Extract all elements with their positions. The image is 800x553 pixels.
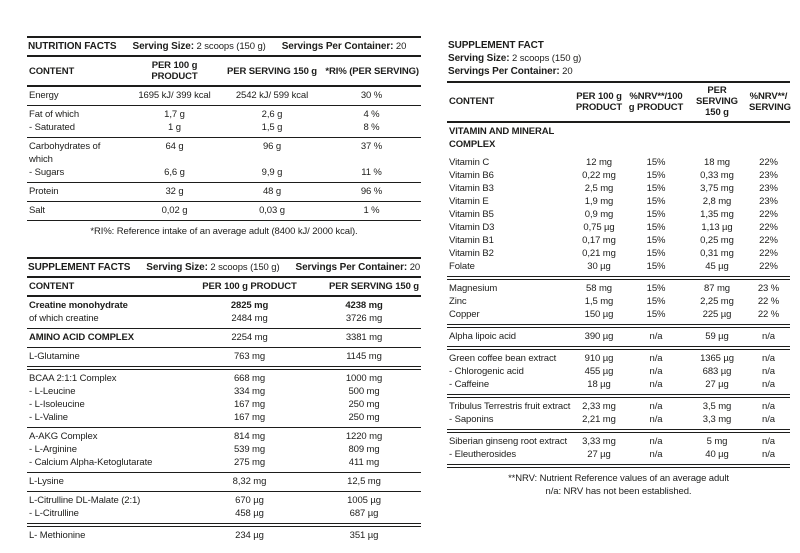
ingredient-name: Vitamin B2 <box>449 248 494 259</box>
table-group <box>27 370 421 428</box>
nutrition-facts-table <box>27 36 421 240</box>
nrv-footnote <box>447 468 790 500</box>
ingredient-value: 0,22 mg <box>582 170 616 181</box>
serving-size-label: Serving Size: <box>448 53 510 64</box>
ingredient-value: 167 mg <box>233 399 266 410</box>
servings-value: 20 <box>409 262 421 273</box>
ingredient-value: 58 mg <box>586 283 612 294</box>
table-group <box>27 138 421 183</box>
ingredient-value: 167 mg <box>233 412 266 423</box>
table-row <box>27 443 421 456</box>
ingredient-value: 1,7 g <box>164 109 185 120</box>
ingredient-value: 22% <box>759 209 778 220</box>
ri-footnote: *RI%: Reference intake of an average adult (8400 kJ/ 2000 kcal). <box>90 226 358 237</box>
column-header-per100g: PER 100 g PRODUCT <box>151 60 198 82</box>
table-row <box>447 282 790 295</box>
table-row <box>27 411 421 424</box>
ingredient-value: 390 µg <box>584 331 614 342</box>
ingredient-value: 4238 mg <box>345 300 383 311</box>
ingredient-value: 1,35 mg <box>700 209 734 220</box>
ingredient-value: 22 % <box>757 296 780 307</box>
ingredient-value: 11 % <box>361 167 382 178</box>
ingredient-value: 1,9 mg <box>584 196 614 207</box>
column-header-ri-percent: *RI% (PER SERVING) <box>325 65 419 77</box>
column-header-per-serving: PER SERVING 150 g <box>329 281 419 292</box>
servings-label: Servings Per Container: <box>295 262 408 273</box>
ingredient-value: 3,5 mg <box>702 401 732 412</box>
ingredient-value: 411 mg <box>348 457 380 468</box>
ingredient-value: 30 µg <box>587 261 611 272</box>
column-header-per-serving: PER SERVING 150 g <box>696 85 738 118</box>
ingredient-value: 275 mg <box>233 457 266 468</box>
table-row <box>447 295 790 308</box>
ingredient-value: 1695 kJ/ 399 kcal <box>138 90 211 101</box>
table-row <box>27 398 421 411</box>
ingredient-value: 15% <box>646 248 666 259</box>
table-row <box>27 331 421 344</box>
ingredient-value: 15% <box>646 209 666 220</box>
ingredient-value: 0,21 mg <box>582 248 616 259</box>
ingredient-name: - L-Isoleucine <box>29 399 85 410</box>
ingredient-value: 2,8 mg <box>702 196 732 207</box>
ingredient-value: n/a <box>762 401 775 412</box>
serving-size-label: Serving Size: <box>132 41 194 52</box>
table-row <box>447 378 790 391</box>
table-row <box>447 125 790 151</box>
table-row <box>27 108 421 121</box>
ingredient-value: 12 mg <box>586 157 612 168</box>
ingredient-name: AMINO ACID COMPLEX <box>29 332 134 343</box>
ingredient-name: - L-Citrulline <box>29 508 79 519</box>
ingredient-value: 670 µg <box>235 495 264 506</box>
ingredient-name: Siberian ginseng root extract <box>449 436 568 447</box>
ingredient-value: n/a <box>762 436 775 447</box>
ingredient-name: Creatine monohydrate <box>29 300 128 311</box>
ingredient-value: 5 mg <box>706 436 728 447</box>
ingredient-value: 30 % <box>360 90 383 101</box>
ingredient-value: 0,03 g <box>259 205 285 216</box>
supplement-facts-column-headers <box>27 278 421 297</box>
table-row <box>447 208 790 221</box>
table-row <box>447 352 790 365</box>
ingredient-value: 96 g <box>262 141 282 152</box>
ingredient-name: - Calcium Alpha-Ketoglutarate <box>29 457 153 468</box>
ingredient-value: 0,02 g <box>161 205 188 216</box>
ingredient-value: 455 µg <box>584 366 614 377</box>
serving-size-value: 2 scoops (150 g) <box>210 262 280 273</box>
ingredient-value: 1,13 µg <box>701 222 733 233</box>
ingredient-name: L-Citrulline DL-Malate (2:1) <box>29 495 141 506</box>
table-group <box>27 492 421 527</box>
ingredient-value: 1220 mg <box>345 431 383 442</box>
ingredient-value: 40 µg <box>705 449 729 460</box>
ingredient-value: 2,33 mg <box>582 401 616 412</box>
ingredient-value: 1145 mg <box>346 351 382 362</box>
supplement-fact-body <box>447 123 790 468</box>
ingredient-value: 23% <box>759 196 778 207</box>
table-row <box>27 140 421 166</box>
table-group <box>27 329 421 348</box>
table-row <box>447 234 790 247</box>
table-group <box>27 297 421 329</box>
ingredient-name: A-AKG Complex <box>29 431 98 442</box>
ingredient-name: Vitamin B5 <box>449 209 494 220</box>
table-group <box>447 328 790 350</box>
column-header-content: CONTENT <box>29 65 75 77</box>
table-group <box>447 433 790 468</box>
ingredient-value: 15% <box>646 261 666 272</box>
ingredient-value: n/a <box>649 436 663 447</box>
table-row <box>27 507 421 520</box>
servings-per-container <box>296 262 421 273</box>
ingredient-value: 2542 kJ/ 599 kcal <box>235 90 309 101</box>
ingredient-value: 225 µg <box>702 309 732 320</box>
ingredient-value: 12,5 mg <box>347 476 381 487</box>
ingredient-name: - Saponins <box>449 414 494 425</box>
table-row <box>27 89 421 102</box>
nrv-footnote-line1: **NRV: Nutrient Reference values of an average adult <box>508 473 729 484</box>
ingredient-value: 1365 µg <box>700 353 734 364</box>
supplement-fact-column-headers <box>447 83 790 123</box>
serving-size-value: 2 scoops (150 g) <box>512 53 582 64</box>
ingredient-value: 351 µg <box>349 530 379 541</box>
ingredient-value: 3,75 mg <box>700 183 734 194</box>
ingredient-value: 1 % <box>363 205 380 216</box>
ingredient-value: n/a <box>649 449 663 460</box>
ingredient-value: 3,3 mg <box>702 414 732 425</box>
ingredient-value: 3381 mg <box>345 332 383 343</box>
ingredient-name: - L-Leucine <box>29 386 76 397</box>
ingredient-name: Salt <box>29 205 45 216</box>
column-header-per100g: PER 100 g PRODUCT <box>202 281 297 292</box>
ingredient-value: n/a <box>649 331 663 342</box>
table-row <box>27 372 421 385</box>
ingredient-value: 2,5 mg <box>584 183 614 194</box>
ingredient-value: 3726 mg <box>345 313 383 324</box>
servings-label: Servings Per Container: <box>448 66 560 77</box>
ingredient-value: 48 g <box>262 186 282 197</box>
nrv-footnote-line2: n/a: NRV has not been established. <box>545 486 692 497</box>
ingredient-name: - Sugars <box>29 167 65 178</box>
ingredient-name: Fat of which <box>29 109 80 120</box>
ingredient-name: - L-Arginine <box>29 444 77 455</box>
table-row <box>27 166 421 179</box>
table-row <box>27 475 421 488</box>
ingredient-value <box>625 125 687 151</box>
ingredient-value: 2254 mg <box>231 332 268 343</box>
table-group <box>27 473 421 492</box>
table-row <box>27 385 421 398</box>
column-header-nrv-per-serving: %NRV**/ SERVING <box>749 90 791 113</box>
ingredient-value: 18 µg <box>587 379 611 390</box>
table-row <box>447 156 790 169</box>
supplement-facts-title-row <box>27 259 421 278</box>
servings-value: 20 <box>562 66 573 77</box>
table-row <box>447 260 790 273</box>
ingredient-name: of which creatine <box>29 313 99 324</box>
ingredient-value: 22 % <box>757 309 780 320</box>
ingredient-value: 458 µg <box>235 508 264 519</box>
ingredient-value: 814 mg <box>233 431 266 442</box>
table-group <box>447 280 790 328</box>
servings-label: Servings Per Container: <box>281 41 394 52</box>
ingredient-value: 668 mg <box>233 373 266 384</box>
supplement-fact-title-block <box>447 38 790 83</box>
ingredient-value: 0,75 µg <box>583 222 615 233</box>
ingredient-name: - Chlorogenic acid <box>449 366 524 377</box>
ingredient-value: 1000 mg <box>345 373 383 384</box>
ingredient-value: 234 µg <box>235 530 264 541</box>
ingredient-name: - Eleutherosides <box>449 449 517 460</box>
ingredient-value: 4 % <box>363 109 380 120</box>
table-row <box>447 308 790 321</box>
ingredient-value: 687 µg <box>349 508 379 519</box>
ingredient-value: 18 mg <box>704 157 730 168</box>
table-row <box>447 400 790 413</box>
table-row <box>27 430 421 443</box>
ingredient-name: VITAMIN AND MINERAL COMPLEX <box>449 126 555 150</box>
ingredient-value: 0,33 mg <box>700 170 734 181</box>
ingredient-value: 334 mg <box>233 386 266 397</box>
ingredient-name: BCAA 2:1:1 Complex <box>29 373 117 384</box>
ingredient-name: Carbohydrates of which <box>29 141 101 165</box>
ingredient-value: n/a <box>649 366 663 377</box>
ingredient-name: - L-Valine <box>29 412 68 423</box>
ingredient-value: 15% <box>646 309 666 320</box>
table-group <box>27 527 421 545</box>
ingredient-value: 15% <box>646 196 666 207</box>
table-row <box>447 435 790 448</box>
supplement-facts-body <box>27 297 421 545</box>
servings-per-container <box>282 41 407 52</box>
left-column <box>27 36 421 545</box>
ingredient-value: 8 % <box>363 122 380 133</box>
ingredient-value: n/a <box>649 414 663 425</box>
ingredient-value: 27 µg <box>705 379 729 390</box>
serving-size-label: Serving Size: <box>146 262 208 273</box>
ingredient-value: 64 g <box>165 141 184 152</box>
ingredient-value: 2,21 mg <box>582 414 616 425</box>
servings-value: 20 <box>395 41 407 52</box>
ingredient-value: 32 g <box>165 186 184 197</box>
ingredient-value: 15% <box>646 222 666 233</box>
ingredient-value: 9,9 g <box>261 167 283 178</box>
ingredient-value: 23% <box>759 170 778 181</box>
ingredient-value <box>687 125 747 151</box>
supplement-fact-title: SUPPLEMENT FACT <box>448 40 544 51</box>
table-row <box>27 529 421 542</box>
ingredient-value: 2484 mg <box>231 313 268 324</box>
ingredient-value: 22% <box>759 157 778 168</box>
supplement-facts-title: SUPPLEMENT FACTS <box>28 262 131 273</box>
ingredient-value: 683 µg <box>702 366 732 377</box>
table-row <box>447 365 790 378</box>
ingredient-name: L-Lysine <box>29 476 64 487</box>
ingredient-value: 1,5 g <box>261 122 283 133</box>
ingredient-name: Vitamin E <box>449 196 489 207</box>
table-row <box>27 204 421 217</box>
ingredient-name: - Saturated <box>29 122 75 133</box>
table-row <box>447 247 790 260</box>
right-column <box>447 38 790 500</box>
ingredient-value: 1005 µg <box>347 495 381 506</box>
nutrition-facts-column-headers <box>27 57 421 87</box>
ingredient-name: L- Methionine <box>29 530 86 541</box>
column-header-nrv-per100g: %NRV**/100 g PRODUCT <box>628 90 684 113</box>
table-group <box>27 106 421 138</box>
ingredient-value: 809 mg <box>348 444 380 455</box>
ingredient-value: 15% <box>646 183 666 194</box>
table-group <box>447 123 790 154</box>
ingredient-value: 3,33 mg <box>582 436 616 447</box>
ingredient-name: - Caffeine <box>449 379 490 390</box>
ingredient-value: n/a <box>762 414 775 425</box>
ingredient-value <box>573 125 625 151</box>
nutrition-facts-title: NUTRITION FACTS <box>28 41 117 52</box>
ingredient-value: 96 % <box>360 186 383 197</box>
ingredient-name: Vitamin D3 <box>449 222 495 233</box>
ingredient-name: Folate <box>449 261 475 272</box>
column-header-content: CONTENT <box>449 96 495 107</box>
ingredient-value: 15% <box>646 235 666 246</box>
ingredient-name: Tribulus Terrestris fruit extract <box>449 401 571 412</box>
table-group <box>27 202 421 221</box>
ingredient-name: Copper <box>449 309 480 320</box>
ingredient-value: 15% <box>646 296 666 307</box>
ingredient-value: n/a <box>762 353 775 364</box>
ingredient-value: n/a <box>762 379 775 390</box>
table-group <box>27 348 421 370</box>
ingredient-value: 8,32 mg <box>232 476 267 487</box>
ingredient-value: 910 µg <box>584 353 614 364</box>
ingredient-value: 22% <box>759 222 778 233</box>
ingredient-value: 27 µg <box>587 449 611 460</box>
ingredient-value: 87 mg <box>704 283 730 294</box>
ingredient-value: 2,25 mg <box>700 296 734 307</box>
ingredient-name: Magnesium <box>449 283 498 294</box>
ingredient-value: n/a <box>762 449 775 460</box>
ingredient-value <box>747 125 790 151</box>
table-group <box>27 428 421 473</box>
ingredient-name: Vitamin B3 <box>449 183 494 194</box>
ingredient-value: n/a <box>649 353 663 364</box>
ingredient-value: 22% <box>759 261 778 272</box>
ingredient-value: 23 % <box>757 283 780 294</box>
nutrition-facts-body <box>27 87 421 221</box>
ingredient-value: 23% <box>759 183 778 194</box>
ingredient-value: 0,31 mg <box>700 248 734 259</box>
ingredient-name: Protein <box>29 186 59 197</box>
ingredient-value: 45 µg <box>705 261 729 272</box>
ingredient-value: 0,9 mg <box>584 209 614 220</box>
table-group <box>27 87 421 106</box>
ingredient-name: Alpha lipoic acid <box>449 331 516 342</box>
ingredient-value: 15% <box>646 170 666 181</box>
table-row <box>447 221 790 234</box>
ingredient-value: 22% <box>759 248 778 259</box>
serving-size <box>448 52 789 65</box>
table-row <box>27 312 421 325</box>
table-row <box>447 448 790 461</box>
ingredient-name: Vitamin B6 <box>449 170 494 181</box>
ingredient-value: 0,17 mg <box>582 235 616 246</box>
ingredient-value: n/a <box>649 379 663 390</box>
ingredient-value: 763 mg <box>233 351 266 362</box>
table-row <box>27 456 421 469</box>
table-row <box>27 350 421 363</box>
supplement-facts-table <box>27 257 421 545</box>
table-row <box>447 169 790 182</box>
servings-per-container <box>448 65 789 78</box>
nutrition-facts-title-row <box>27 38 421 57</box>
ingredient-value: 0,25 mg <box>700 235 734 246</box>
ingredient-name: Energy <box>29 90 59 101</box>
table-row <box>27 121 421 134</box>
table-row <box>27 185 421 198</box>
serving-size-value: 2 scoops (150 g) <box>196 41 266 52</box>
ingredient-value: 539 mg <box>233 444 266 455</box>
ingredient-value: 15% <box>646 157 666 168</box>
ingredient-value: 2825 mg <box>230 300 269 311</box>
ingredient-name: Green coffee bean extract <box>449 353 557 364</box>
ingredient-value: 37 % <box>360 141 383 152</box>
ingredient-value: 2,6 g <box>261 109 283 120</box>
table-row <box>447 182 790 195</box>
ingredient-value: n/a <box>762 331 775 342</box>
ingredient-value: 6,6 g <box>164 167 185 178</box>
ingredient-value: 59 µg <box>705 331 729 342</box>
column-header-per-serving: PER SERVING 150 g <box>227 65 317 77</box>
ingredient-value: 1 g <box>168 122 181 133</box>
table-group <box>447 154 790 280</box>
table-row <box>27 299 421 312</box>
table-group <box>447 350 790 398</box>
ingredient-name: L-Glutamine <box>29 351 80 362</box>
table-group <box>27 183 421 202</box>
serving-size <box>146 262 279 273</box>
column-header-content: CONTENT <box>29 281 75 292</box>
ingredient-value: 150 µg <box>584 309 614 320</box>
ingredient-name: Vitamin C <box>449 157 490 168</box>
ingredient-value: 250 mg <box>348 412 380 423</box>
ingredient-value: n/a <box>649 401 663 412</box>
ingredient-value: 250 mg <box>348 399 380 410</box>
ingredient-name: Vitamin B1 <box>449 235 494 246</box>
supplement-fact-vitamin-table <box>447 38 790 500</box>
table-row <box>447 413 790 426</box>
serving-size <box>133 41 266 52</box>
table-group <box>447 398 790 433</box>
ingredient-value: 500 mg <box>348 386 380 397</box>
ingredient-value: 15% <box>646 283 666 294</box>
ingredient-value: n/a <box>762 366 775 377</box>
table-row <box>27 494 421 507</box>
ingredient-value: 22% <box>759 235 778 246</box>
ingredient-value: 1,5 mg <box>584 296 614 307</box>
column-header-per100g: PER 100 g PRODUCT <box>575 90 623 113</box>
table-row <box>447 330 790 343</box>
ingredient-name: Zinc <box>449 296 467 307</box>
table-row <box>447 195 790 208</box>
